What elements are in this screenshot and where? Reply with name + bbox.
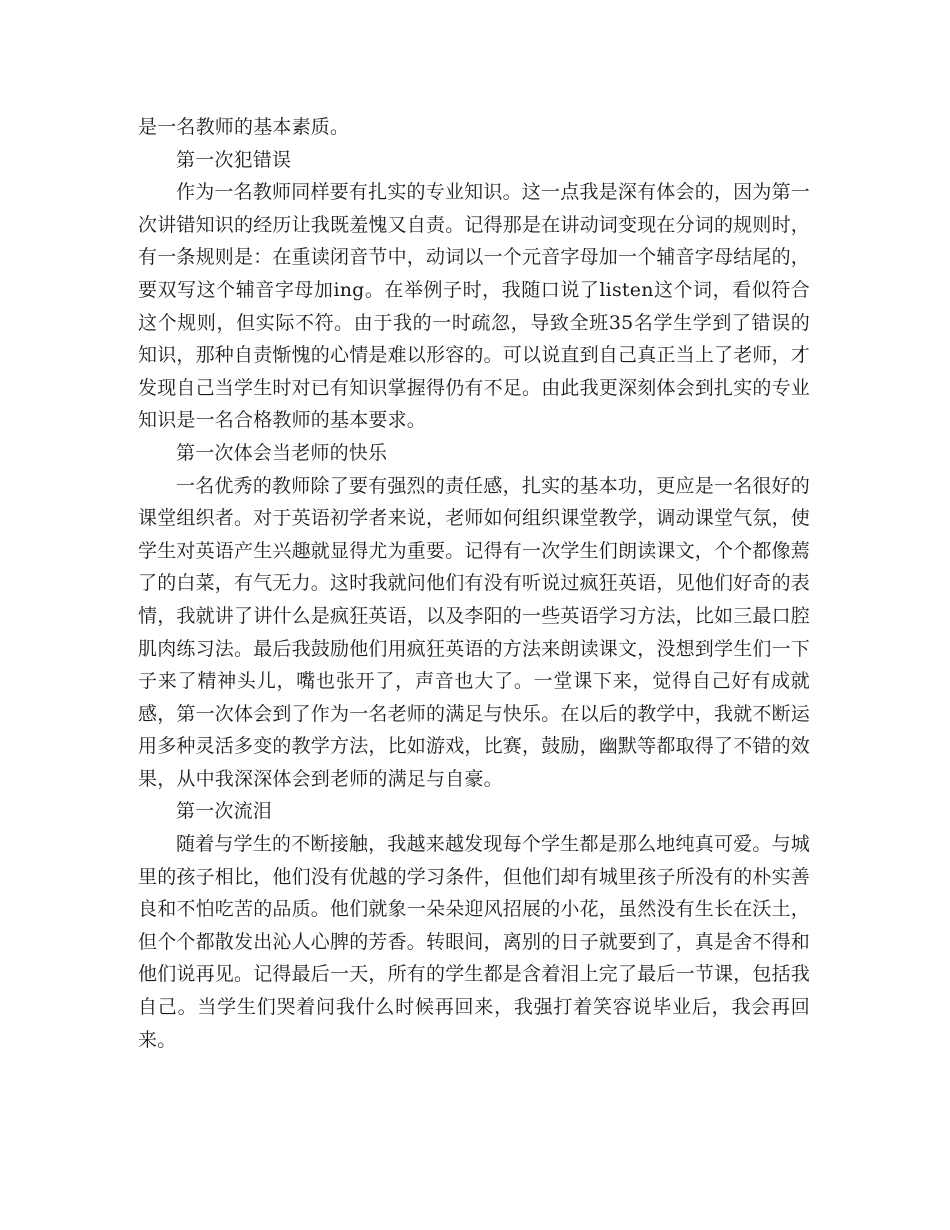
section-heading-first-tears: 第一次流泪 (176, 800, 273, 823)
section-paragraph-first-tears: 随着与学生的不断接触，我越来越发现每个学生都是那么地纯真可爱。与城里的孩子相比，他们没有优越的学习条件，但他们却有城里孩子所没有的朴实善良和不怕吃苦的品质。他们就象一朵朵迎风招展的小花，虽然没有生长在沃土，但个个都散发出沁人心脾的芳香。转眼间，离别的日子就要到了，真是舍不得和他们说再见。记得最后一天，所有的学生都是含着泪上完了最后一节课，包括我自己。当学生们哭着问我什么时候再回来，我强打着笑容说毕业后，我会再回来。 (138, 833, 811, 1051)
section-heading-first-joy: 第一次体会当老师的快乐 (176, 441, 388, 464)
continuation-text: 是一名教师的基本素质。 (138, 116, 350, 138)
section-paragraph-first-joy: 一名优秀的教师除了要有强烈的责任感，扎实的基本功，更应是一名很好的课堂组织者。对于英语初学者来说，老师如何组织课堂教学，调动课堂气氛，使学生对英语产生兴趣就显得尤为重要。记得有一次学生们朗读课文，个个都像蔫了的白菜，有气无力。这时我就问他们有没有听说过疯狂英语，见他们好奇的表情，我就讲了讲什么是疯狂英语，以及李阳的一些英语学习方法，比如三最口腔肌肉练习法。最后我鼓励他们用疯狂英语的方法来朗读课文，没想到学生们一下子来了精神头儿，嘴也张开了，声音也大了。一堂课下来，觉得自己好有成就感，第一次体会到了作为一名老师的满足与快乐。在以后的教学中，我就不断运用多种灵活多变的教学方法，比如游戏，比赛，鼓励，幽默等都取得了不错的效果，从中我深深体会到老师的满足与自豪。 (138, 474, 811, 790)
section-heading-first-mistake: 第一次犯错误 (176, 148, 292, 171)
section-paragraph-first-mistake: 作为一名教师同样要有扎实的专业知识。这一点我是深有体会的，因为第一次讲错知识的经历让我既羞愧又自责。记得那是在讲动词变现在分词的规则时，有一条规则是：在重读闭音节中，动词以一个元音字母加一个辅音字母结尾的，要双写这个辅音字母加ing。在举例子时，我随口说了listen这个词，看似符合这个规则，但实际不符。由于我的一时疏忽，导致全班35名学生学到了错误的知识，那种自责惭愧的心情是难以形容的。可以说直到自己真正当上了老师，才发现自己当学生时对已有知识掌握得仍有不足。由此我更深刻体会到扎实的专业知识是一名合格教师的基本要求。 (138, 181, 811, 432)
document-page (138, 111, 810, 1056)
